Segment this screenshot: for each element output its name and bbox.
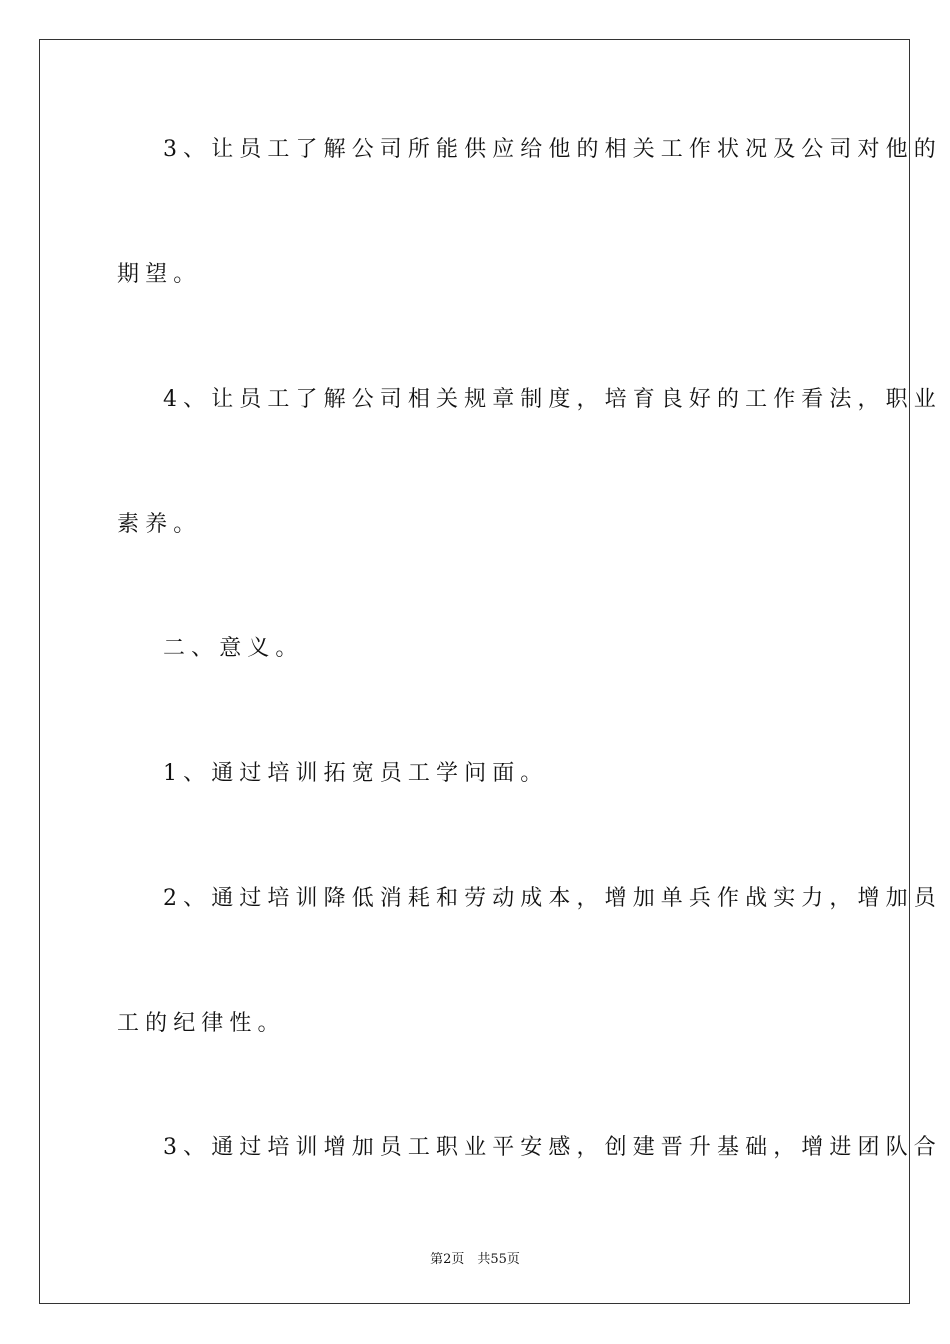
paragraph-line: 工的纪律性。 bbox=[117, 1011, 286, 1036]
paragraph-line: 素养。 bbox=[117, 512, 202, 537]
page-number-footer: 第2页 共55页 bbox=[430, 1252, 520, 1267]
paragraph-line: 3、通过培训增加员工职业平安感，创建晋升基础，增进团队合 bbox=[163, 1135, 942, 1160]
paragraph-line: 1、通过培训拓宽员工学问面。 bbox=[163, 761, 549, 786]
section-heading: 二、意义。 bbox=[163, 636, 304, 661]
page-border bbox=[39, 39, 942, 1304]
paragraph-line: 4、让员工了解公司相关规章制度，培育良好的工作看法，职业 bbox=[163, 387, 942, 412]
paragraph-line: 2、通过培训降低消耗和劳动成本，增加单兵作战实力，增加员 bbox=[163, 886, 942, 911]
paragraph-line: 期望。 bbox=[117, 262, 202, 287]
paragraph-line: 3、让员工了解公司所能供应给他的相关工作状况及公司对他的 bbox=[163, 137, 942, 162]
